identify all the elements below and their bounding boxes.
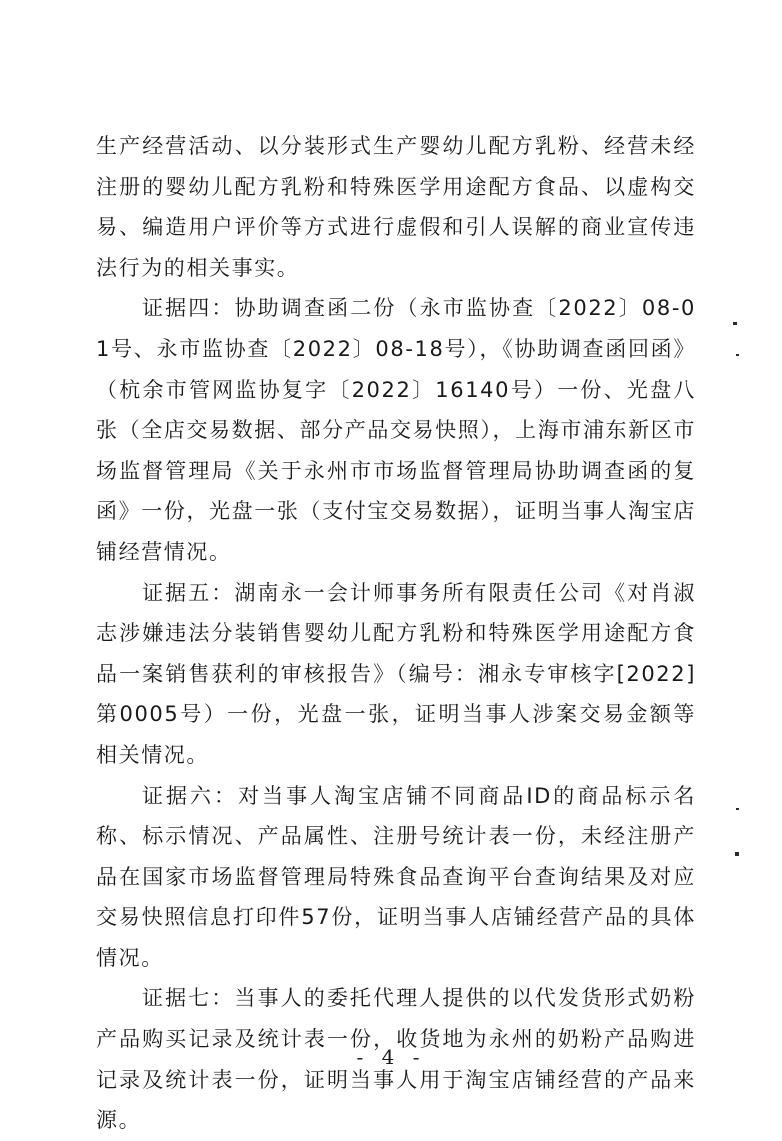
paragraph-evidence-7: 证据七：当事人的委托代理人提供的以代发货形式奶粉产品购买记录及统计表一份，收货地为永州的奶粉产品购进记录及统计表一份，证明当事人用于淘宝店铺经营的产品来源。 (96, 986, 696, 1133)
scan-mark (733, 322, 737, 325)
scan-mark (736, 354, 739, 356)
page-number: - 4 - (356, 1045, 426, 1069)
scan-mark (735, 852, 739, 856)
document-body (96, 126, 696, 1141)
paragraph-evidence-4: 证据四：协助调查函二份（永市监协查〔2022〕08-01号、永市监协查〔2022〕08-18号），《协助调查函回函》（杭余市管网监协复字〔2022〕16140号）一份、光盘八张（全店交易数据、部分产品交易快照），上海市浦东新区市场监督管理局《关于永州市市场监督管理局协助调查函的复函》一份，光盘一张（支付宝交易数据），证明当事人淘宝店铺经营情况。 (96, 296, 696, 564)
paragraph-continuation: 生产经营活动、以分装形式生产婴幼儿配方乳粉、经营未经注册的婴幼儿配方乳粉和特殊医学用途配方食品、以虚构交易、编造用户评价等方式进行虚假和引人误解的商业宣传违法行为的相关事实。 (96, 134, 696, 280)
scan-mark (736, 808, 739, 810)
paragraph-evidence-6: 证据六：对当事人淘宝店铺不同商品ID的商品标示名称、标示情况、产品属性、注册号统计表一份，未经注册产品在国家市场监督管理局特殊食品查询平台查询结果及对应交易快照信息打印件57份，证明当事人店铺经营产品的具体情况。 (96, 783, 696, 970)
paragraph-evidence-5: 证据五：湖南永一会计师事务所有限责任公司《对肖淑志涉嫌违法分装销售婴幼儿配方乳粉和特殊医学用途配方食品一案销售获利的审核报告》（编号：湘永专审核字[2022]第0005号）一份，光盘一张，证明当事人涉案交易金额等相关情况。 (96, 580, 696, 767)
